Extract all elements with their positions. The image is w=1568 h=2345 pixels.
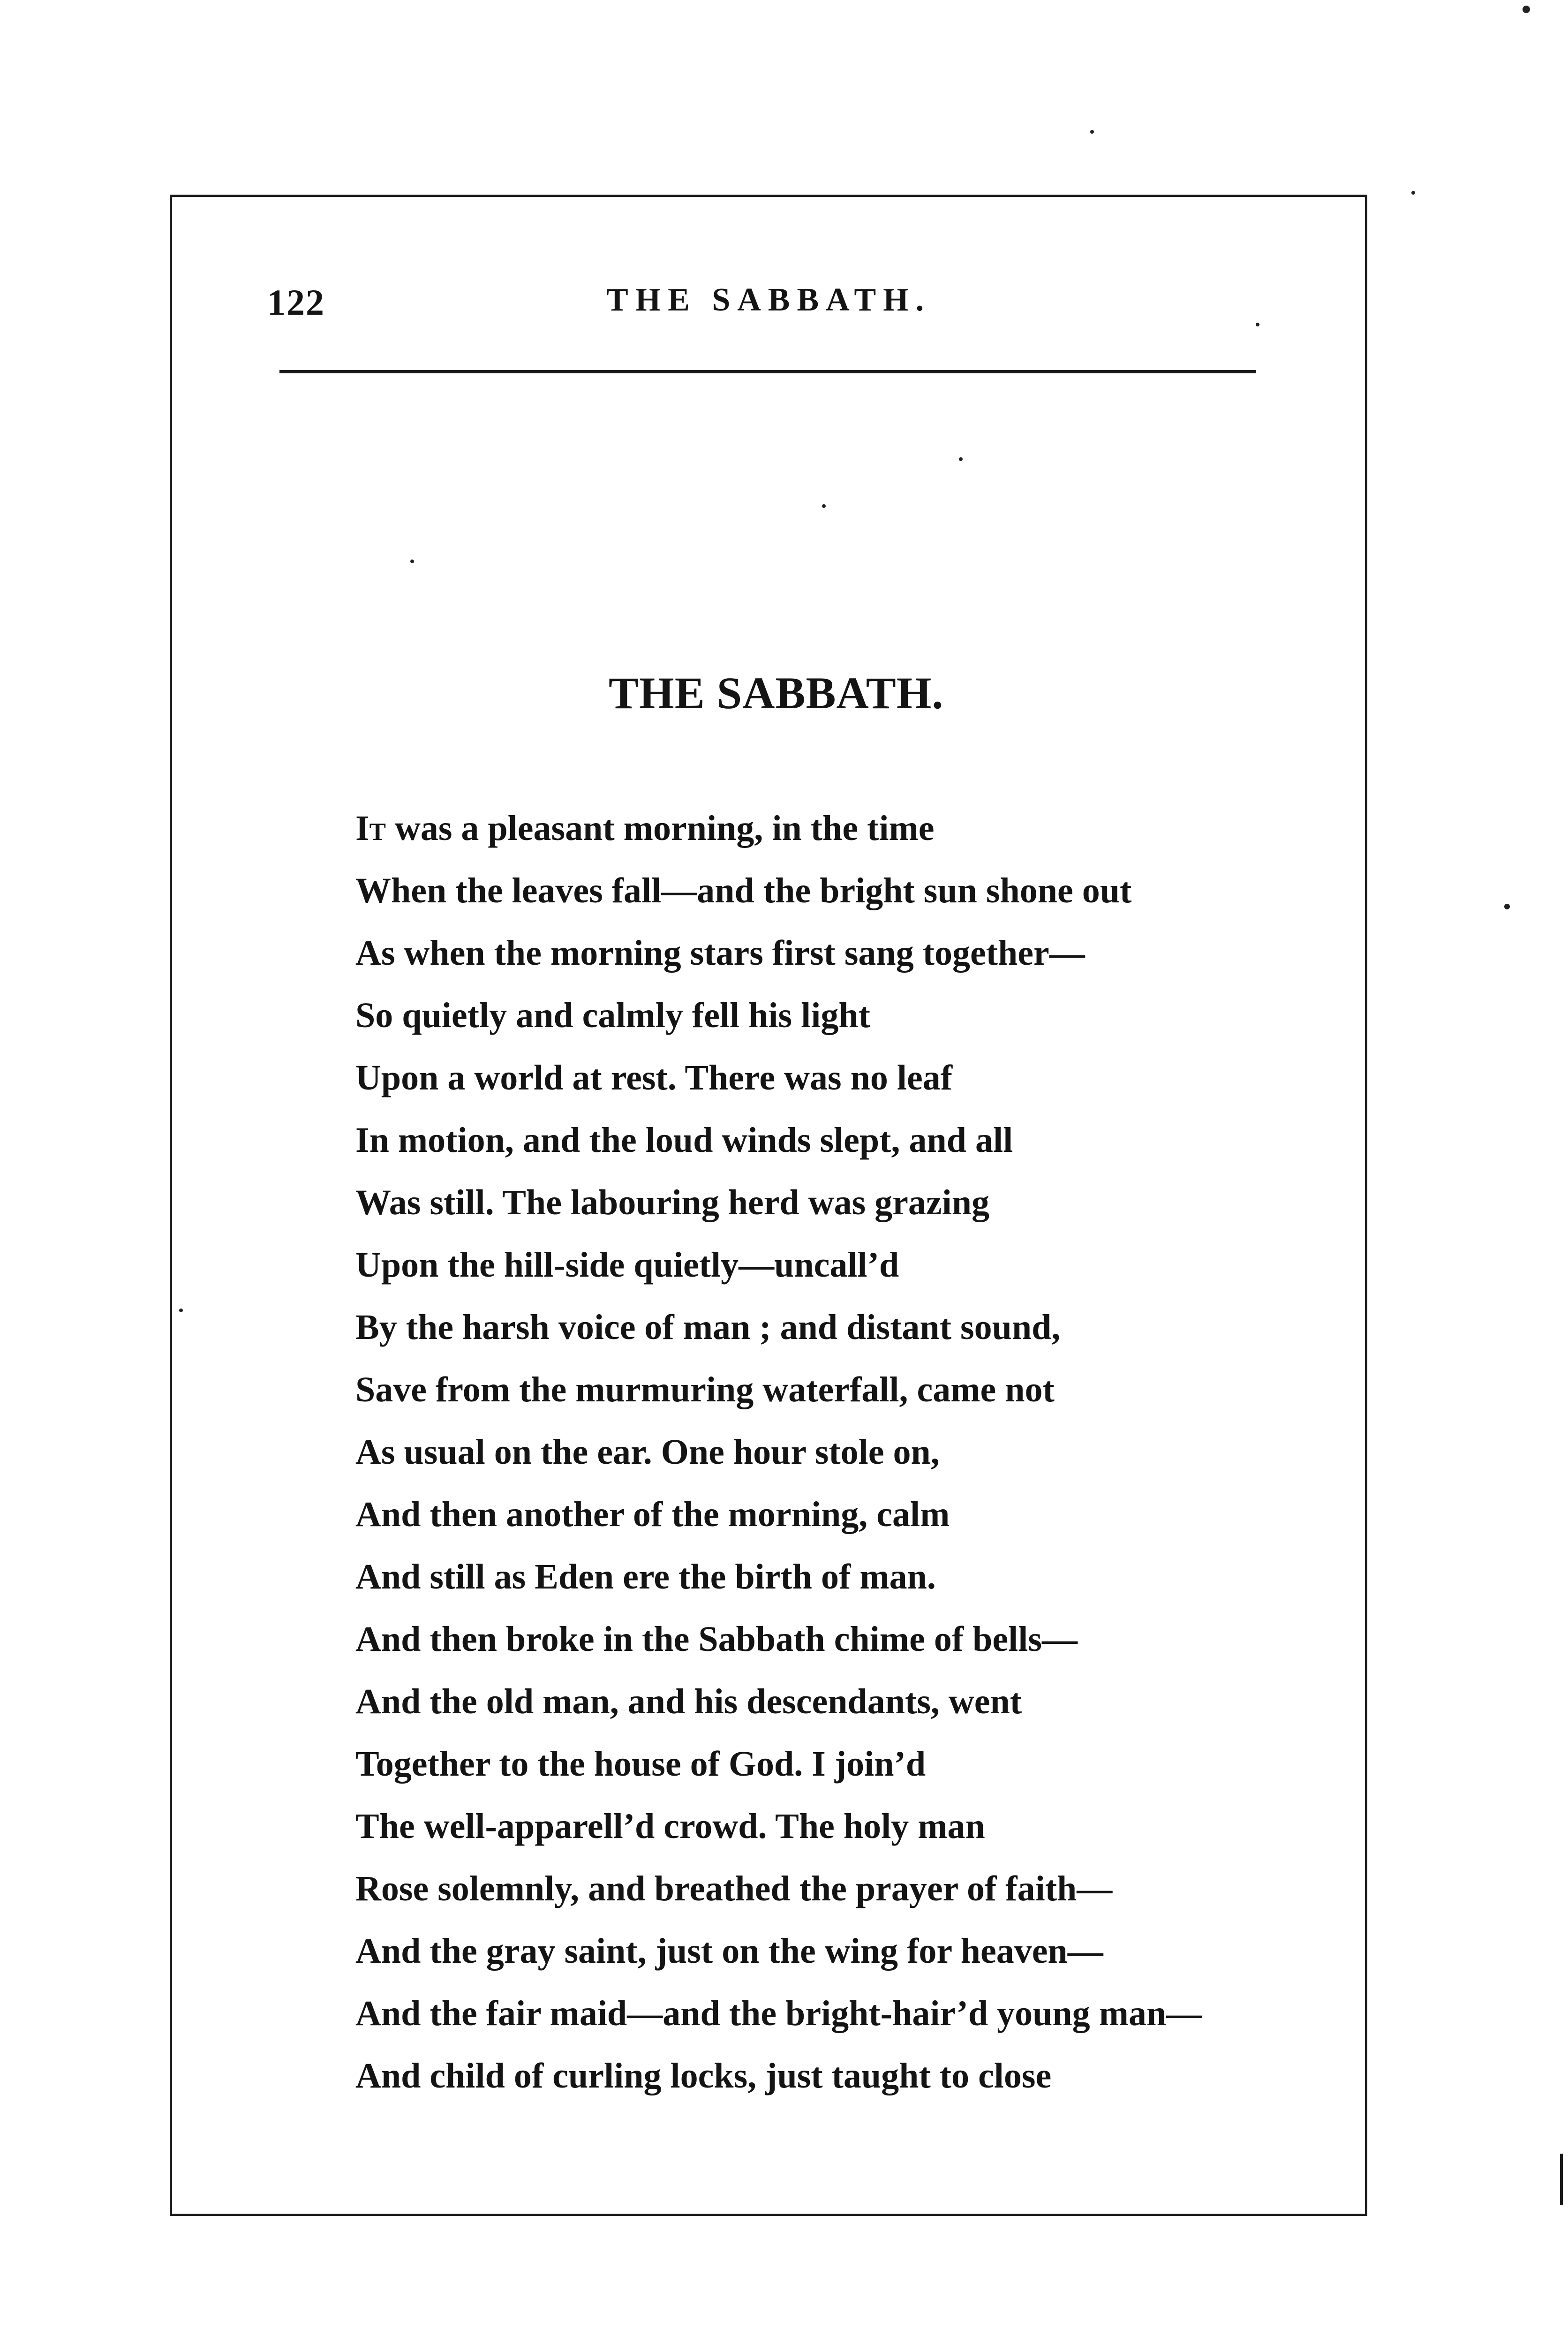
first-word: It [355,809,386,848]
running-title: THE SABBATH. [606,282,931,318]
poem-line: And then broke in the Sabbath chime of bells— [355,1619,1078,1659]
page-number: 122 [267,282,325,323]
scan-speck [410,560,414,563]
scan-speck [1256,323,1259,326]
poem-line: Upon a world at rest. There was no leaf [355,1058,952,1097]
poem-line [355,797,1293,860]
poem-line: And the old man, and his descendants, went [355,1682,1022,1721]
poem-line: And child of curling locks, just taught to close [355,2056,1052,2095]
poem-line: Upon the hill-side quietly—uncall’d [355,1245,899,1285]
first-line-rest: was a pleasant morning, in the time [385,809,935,848]
poem-line: And the gray saint, just on the wing for heaven— [355,1931,1103,1971]
scan-speck [1411,191,1415,195]
poem-line: Save from the murmuring waterfall, came not [355,1370,1055,1409]
poem-line: And then another of the morning, calm [355,1495,950,1534]
scan-speck [1090,130,1094,134]
header-rule [279,370,1256,373]
scan-speck [822,504,826,508]
poem-body [355,797,1293,2107]
scan-speck [959,457,963,461]
scan-speck [179,1309,183,1312]
poem-line: As usual on the ear. One hour stole on, [355,1432,940,1472]
poem-line: By the harsh voice of man ; and distant sound, [355,1308,1061,1347]
poem-line: Together to the house of God. I join’d [355,1744,926,1784]
poem-line: The well-apparell’d crowd. The holy man [355,1807,985,1846]
poem-line: Was still. The labouring herd was grazing [355,1183,990,1222]
poem-line: As when the morning stars first sang together— [355,933,1085,973]
poem-title: THE SABBATH. [609,668,944,718]
poem-line: In motion, and the loud winds slept, and all [355,1120,1013,1160]
scan-edge-mark [1560,2154,1563,2205]
poem-line: So quietly and calmly fell his light [355,996,870,1035]
scan-speck [1504,904,1510,909]
poem-line: And the fair maid—and the bright-hair’d young man— [355,1994,1202,2033]
scan-speck [1523,6,1530,13]
poem-line: When the leaves fall—and the bright sun shone out [355,871,1132,910]
poem-line: And still as Eden ere the birth of man. [355,1557,936,1596]
poem-line: Rose solemnly, and breathed the prayer of faith— [355,1869,1113,1908]
